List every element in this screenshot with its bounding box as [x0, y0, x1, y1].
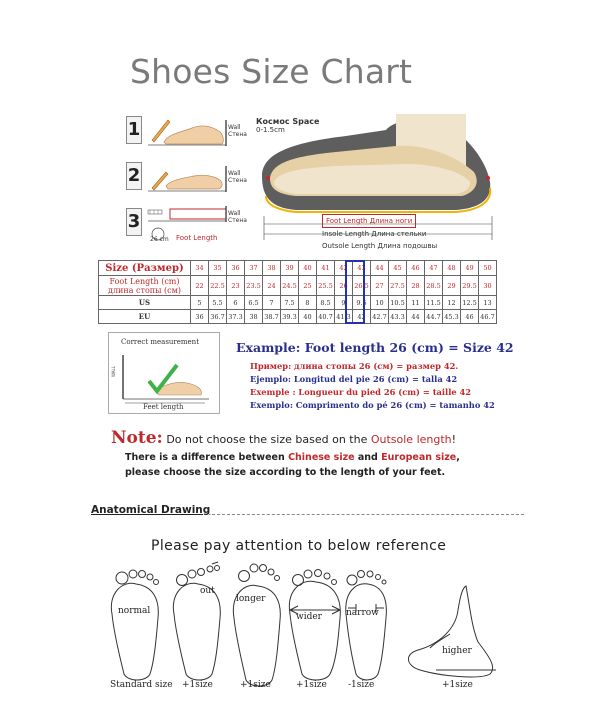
table-cell: 44.7 [425, 310, 443, 324]
table-cell: 36 [191, 310, 209, 324]
table-cell: 39 [281, 261, 299, 276]
label-plus1-wider: +1size [296, 680, 327, 690]
table-cell: 5.5 [209, 296, 227, 310]
shoe-diagram [256, 112, 506, 250]
table-row [99, 296, 497, 310]
table-cell: 27.5 [389, 276, 407, 296]
table-cell: 41 [317, 261, 335, 276]
feet-reference [100, 558, 530, 698]
table-cell: 27 [371, 276, 389, 296]
note-outsole: Outsole length [370, 433, 452, 446]
table-cell: 40 [299, 261, 317, 276]
label-plus1-higher: +1size [442, 680, 473, 690]
table-cell: 12 [443, 296, 461, 310]
note-label: Note: [111, 428, 163, 448]
examples-block [236, 340, 514, 412]
table-cell: 45 [389, 261, 407, 276]
table-cell: 9.5 [353, 296, 371, 310]
row-header: Size (Размер) [99, 261, 191, 276]
size-table [98, 260, 497, 324]
table-cell: 26.5 [353, 276, 371, 296]
table-cell: 43 [353, 261, 371, 276]
table-cell: 23 [227, 276, 245, 296]
note-european-size: European size [381, 452, 457, 463]
label-minus1-narrow: -1size [348, 680, 375, 690]
wall-label: Wall Стена [228, 210, 247, 224]
table-cell: 29.5 [461, 276, 479, 296]
example-pt: Exemplo: Comprimento do pé 26 (cm) = tamanho 42 [250, 400, 495, 410]
table-cell: 11 [407, 296, 425, 310]
table-cell: 44 [371, 261, 389, 276]
foot-length-label: Foot Length [176, 234, 218, 242]
label-plus1-longer: +1size [240, 680, 271, 690]
feet-length-label: Feet length [143, 403, 184, 411]
table-cell: 50 [479, 261, 497, 276]
svg-text:WALL: WALL [111, 366, 116, 377]
unit-mark: 26 cm [150, 236, 169, 243]
table-cell: 48 [443, 261, 461, 276]
table-cell: 42.7 [371, 310, 389, 324]
table-cell: 43.3 [389, 310, 407, 324]
table-cell: 10 [371, 296, 389, 310]
table-cell: 38.7 [263, 310, 281, 324]
table-cell: 8.5 [317, 296, 335, 310]
example-main: Example: Foot length 26 (cm) = Size 42 [236, 340, 514, 355]
feet-outline-icon [100, 558, 530, 698]
label-plus1-out: +1size [182, 680, 213, 690]
divider [212, 514, 524, 515]
annotation-longer: longer [236, 594, 266, 604]
table-cell: 42 [353, 310, 371, 324]
table-cell: 12.5 [461, 296, 479, 310]
table-cell: 38 [263, 261, 281, 276]
table-cell: 9 [335, 296, 353, 310]
table-cell: 42 [335, 261, 353, 276]
note-block [111, 428, 531, 478]
label-standard-size: Standard size [110, 680, 173, 690]
table-cell: 25 [299, 276, 317, 296]
note-text: and [357, 452, 378, 463]
table-cell: 39.3 [281, 310, 299, 324]
table-cell: 6 [227, 296, 245, 310]
table-cell: 8 [299, 296, 317, 310]
wall-label: Wall Стена [228, 124, 247, 138]
table-cell: 44 [407, 310, 425, 324]
annotation-higher: higher [442, 646, 472, 656]
table-cell: 37 [245, 261, 263, 276]
wall-label: Wall Стена [228, 170, 247, 184]
row-header: Foot Length (cm) длина стопы (см) [99, 276, 191, 296]
page-title: Shoes Size Chart [130, 52, 413, 91]
table-cell: 47 [425, 261, 443, 276]
example-es: Ejemplo: Longitud del pie 26 (cm) = talla 42 [250, 374, 458, 384]
table-cell: 22.5 [209, 276, 227, 296]
table-cell: 26 [335, 276, 353, 296]
table-cell: 23.5 [245, 276, 263, 296]
table-cell: 11.5 [425, 296, 443, 310]
table-cell: 40 [299, 310, 317, 324]
space-range: 0-1.5cm [256, 126, 285, 134]
note-text: Do not choose the size based on the [166, 433, 368, 446]
row-header: EU [99, 310, 191, 324]
table-cell: 25.5 [317, 276, 335, 296]
annotation-narrow: narrow [346, 608, 379, 618]
step-1 [124, 112, 252, 150]
table-cell: 6.5 [245, 296, 263, 310]
note-exclaim: ! [451, 433, 457, 446]
table-cell: 10.5 [389, 296, 407, 310]
annotation-wider: wider [296, 612, 322, 622]
space-title: Космос Space [256, 117, 320, 126]
correct-measurement-panel [108, 332, 220, 414]
table-cell: 7 [263, 296, 281, 310]
table-cell: 41.3 [335, 310, 353, 324]
outsole-length-legend: Outsole Length Длина подошвы [322, 242, 438, 250]
annotation-out: out [200, 586, 215, 596]
table-cell: 13 [479, 296, 497, 310]
table-cell: 24.5 [281, 276, 299, 296]
table-cell: 24 [263, 276, 281, 296]
table-row [99, 310, 497, 324]
table-cell: 36.7 [209, 310, 227, 324]
table-cell: 36 [227, 261, 245, 276]
table-cell: 46 [461, 310, 479, 324]
step-number: 2 [126, 162, 142, 190]
anatomical-drawing-heading: Anatomical Drawing [91, 504, 211, 516]
table-cell: 38 [245, 310, 263, 324]
table-cell: 29 [443, 276, 461, 296]
attention-heading: Please pay attention to below reference [151, 538, 447, 554]
note-line-3: please choose the size according to the length of your feet. [125, 467, 446, 478]
step-2 [124, 158, 252, 196]
table-row [99, 261, 497, 276]
table-cell: 30 [479, 276, 497, 296]
length-labels [322, 214, 437, 252]
note-text: There is a difference between [125, 452, 285, 463]
table-cell: 28 [407, 276, 425, 296]
table-cell: 46 [407, 261, 425, 276]
insole-length-legend: Insole Length Длина стельки [322, 230, 427, 238]
measuring-steps [124, 112, 252, 242]
table-cell: 45.3 [443, 310, 461, 324]
table-cell: 46.7 [479, 310, 497, 324]
table-cell: 28.5 [425, 276, 443, 296]
note-chinese-size: Chinese size [288, 452, 355, 463]
table-cell: 40.7 [317, 310, 335, 324]
table-cell: 35 [209, 261, 227, 276]
row-header: US [99, 296, 191, 310]
note-line-2 [125, 452, 531, 463]
table-cell: 37.3 [227, 310, 245, 324]
step-3 [124, 204, 252, 242]
annotation-normal: normal [118, 606, 151, 616]
correct-measurement-title: Correct measurement [121, 338, 200, 346]
table-cell: 49 [461, 261, 479, 276]
table-cell: 5 [191, 296, 209, 310]
example-ru: Пример: длина стопы 26 (см) = размер 42. [250, 361, 459, 371]
foot-length-legend: Foot Length Длина ноги [322, 214, 416, 228]
note-text: , [456, 452, 460, 463]
note-line-1 [111, 428, 531, 448]
table-cell: 22 [191, 276, 209, 296]
example-fr: Exemple : Longueur du pied 26 (cm) = taille 42 [250, 387, 472, 397]
table-cell: 34 [191, 261, 209, 276]
table-row [99, 276, 497, 296]
step-number: 3 [126, 208, 142, 236]
table-cell: 7.5 [281, 296, 299, 310]
step-number: 1 [126, 116, 142, 144]
